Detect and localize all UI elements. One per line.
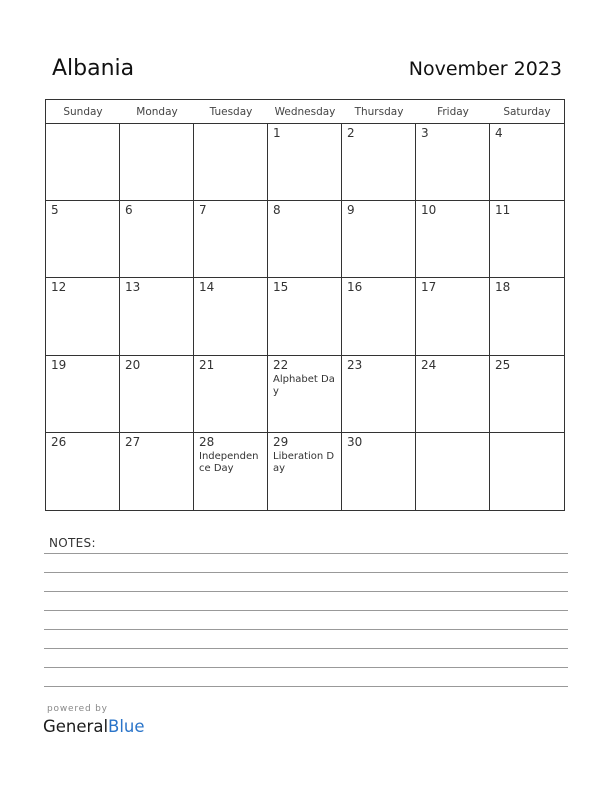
day-cell	[342, 356, 416, 433]
day-cell	[490, 356, 564, 433]
day-number: 26	[51, 434, 67, 449]
note-line	[44, 686, 568, 687]
day-number: 10	[421, 203, 437, 218]
brand-blue-text: Blue	[108, 717, 145, 736]
day-cell	[46, 278, 120, 355]
day-cell	[268, 278, 342, 355]
day-cell	[194, 356, 268, 433]
day-cell	[120, 278, 194, 355]
note-line	[44, 648, 568, 649]
day-cell	[342, 201, 416, 278]
day-number: 19	[51, 357, 67, 372]
day-cell	[268, 356, 342, 433]
weekday-header: Friday	[416, 100, 490, 124]
day-cell	[46, 356, 120, 433]
weekday-header: Saturday	[490, 100, 564, 124]
day-number: 17	[421, 280, 437, 295]
note-line	[44, 610, 568, 611]
day-cell	[342, 278, 416, 355]
day-cell	[416, 433, 490, 510]
day-cell	[46, 201, 120, 278]
day-number: 8	[273, 203, 281, 218]
day-cell	[268, 433, 342, 510]
day-number: 15	[273, 280, 289, 295]
day-number: 6	[125, 203, 133, 218]
day-number: 13	[125, 280, 141, 295]
day-number: 3	[421, 126, 429, 140]
day-cell	[194, 278, 268, 355]
day-cell	[416, 356, 490, 433]
notes-label: NOTES:	[49, 536, 96, 550]
generalblue-logo	[43, 716, 145, 738]
day-number: 25	[495, 357, 511, 372]
note-line	[44, 591, 568, 592]
day-number: 24	[421, 357, 437, 372]
day-cell	[490, 433, 564, 510]
holiday-label: Independence Day	[199, 450, 259, 474]
day-cell	[416, 278, 490, 355]
day-number: 29	[273, 434, 289, 449]
day-number: 20	[125, 357, 141, 372]
day-cell	[120, 201, 194, 278]
calendar-grid	[45, 99, 565, 511]
brand-general-text: General	[43, 717, 109, 736]
day-number: 14	[199, 280, 215, 295]
day-number: 27	[125, 434, 141, 449]
day-number: 30	[347, 434, 363, 449]
day-number: 28	[199, 434, 215, 449]
day-cell	[194, 433, 268, 510]
holiday-label: Alphabet Day	[273, 373, 335, 397]
note-line	[44, 572, 568, 573]
holiday-label: Liberation Day	[273, 450, 335, 474]
day-number: 5	[51, 203, 59, 218]
day-number: 23	[347, 357, 363, 372]
note-line	[44, 667, 568, 668]
day-cell	[268, 201, 342, 278]
day-cell	[490, 278, 564, 355]
day-cell	[416, 201, 490, 278]
day-cell	[120, 356, 194, 433]
weekday-header: Thursday	[342, 100, 416, 124]
day-cell	[268, 124, 342, 201]
weekday-header: Sunday	[46, 100, 120, 124]
day-number: 18	[495, 280, 511, 295]
day-number: 12	[51, 280, 67, 295]
weekday-header: Wednesday	[268, 100, 342, 124]
day-number: 2	[347, 126, 355, 140]
weekday-header: Monday	[120, 100, 194, 124]
day-cell	[342, 124, 416, 201]
note-line	[44, 629, 568, 630]
country-title: Albania	[52, 56, 135, 81]
day-cell	[342, 433, 416, 510]
powered-by-text: powered by	[47, 704, 108, 714]
weekday-header: Tuesday	[194, 100, 268, 124]
day-number: 22	[273, 357, 289, 372]
month-year-title: November 2023	[408, 58, 562, 80]
day-number: 7	[199, 203, 207, 218]
day-cell	[194, 201, 268, 278]
day-cell	[120, 124, 194, 201]
day-cell	[490, 201, 564, 278]
day-cell	[46, 124, 120, 201]
note-line	[44, 553, 568, 554]
day-cell	[490, 124, 564, 201]
day-cell	[120, 433, 194, 510]
day-number: 21	[199, 357, 215, 372]
day-number: 16	[347, 280, 363, 295]
day-cell	[194, 124, 268, 201]
day-number: 11	[495, 203, 511, 218]
day-number: 1	[273, 126, 281, 140]
day-number: 4	[495, 126, 503, 140]
day-cell	[46, 433, 120, 510]
day-number: 9	[347, 203, 355, 218]
day-cell	[416, 124, 490, 201]
